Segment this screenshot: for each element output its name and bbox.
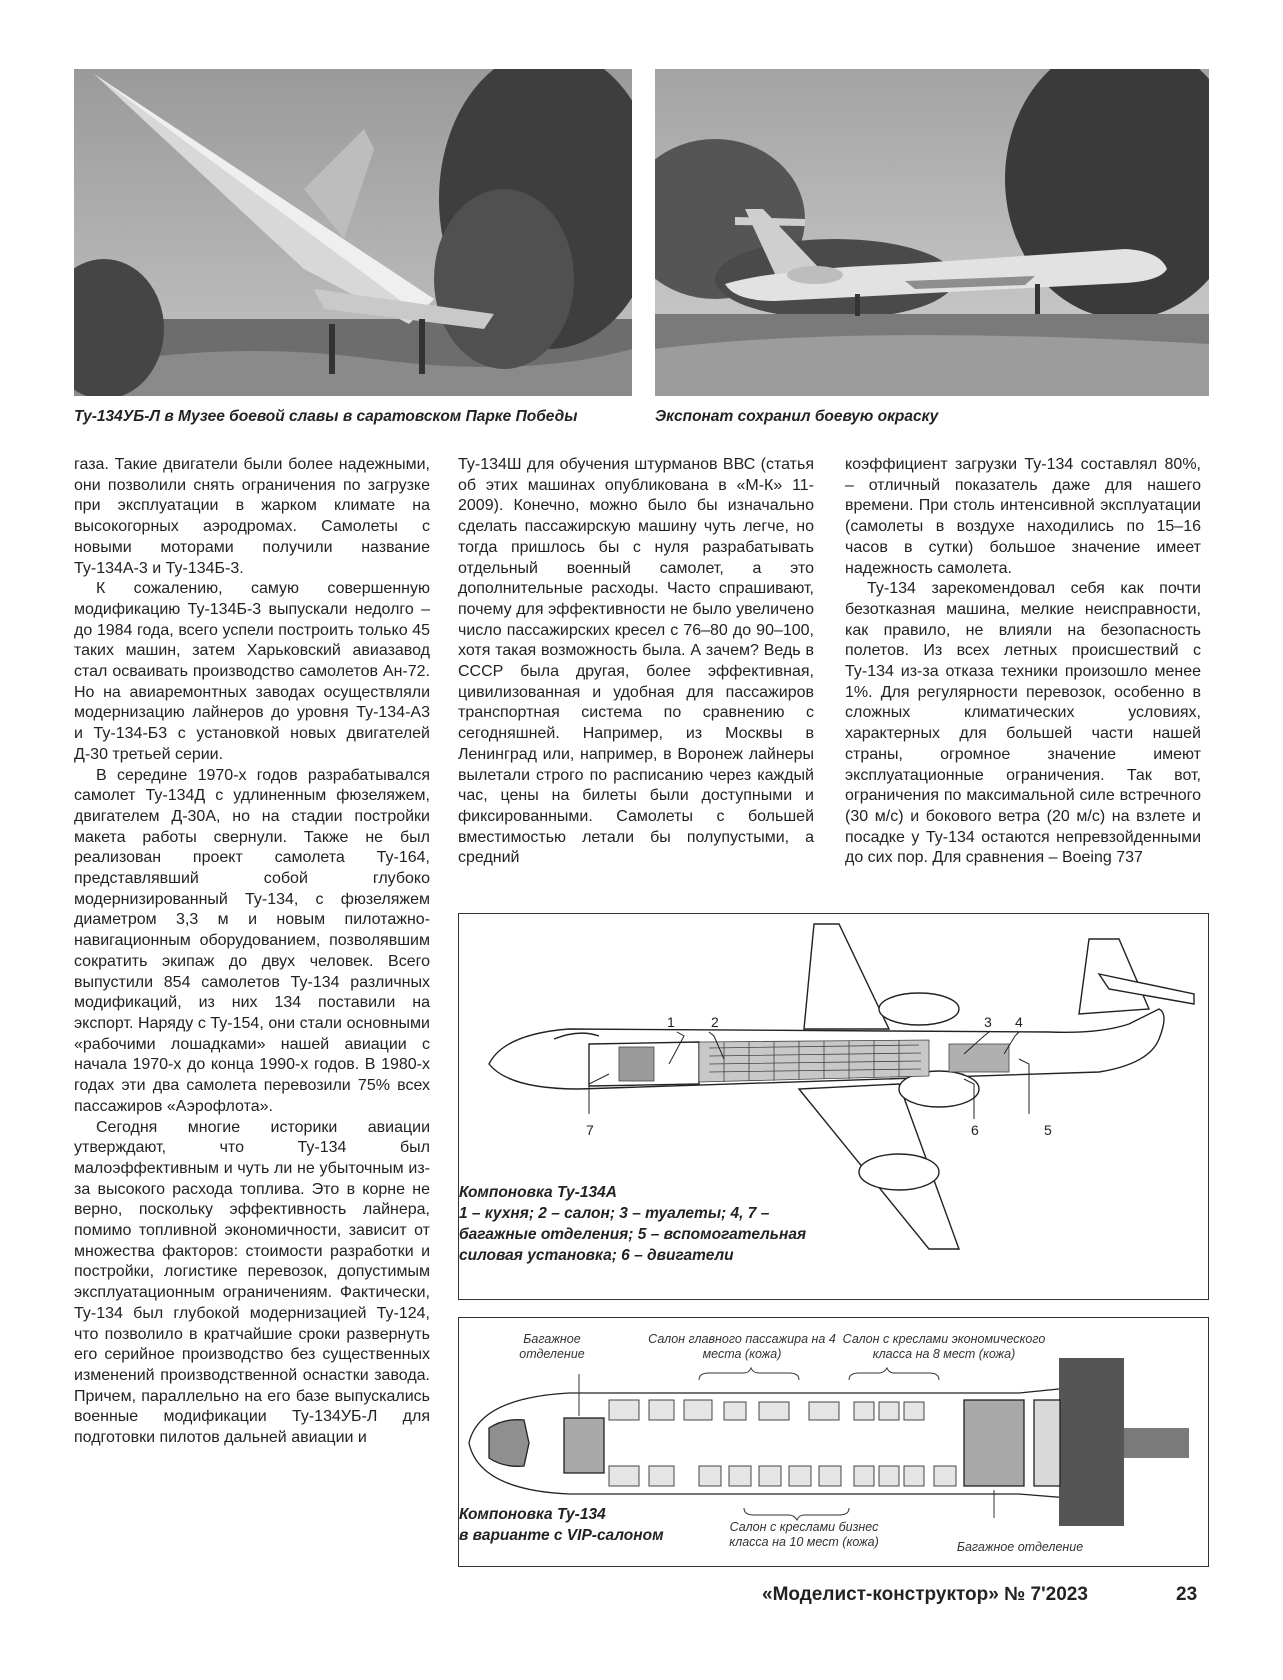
label-business-salon: Салон с креслами бизнес класса на 10 мест (кожа) [729,1520,879,1549]
paragraph: Ту-134 зарекомендовал себя как почти безотказная машина, мелкие неисправности, как правило, не влияли на безопасность полетов. Из всех летных происшествий с Ту-134 из-за отказа техники произошло менее 1%. Для регулярности перевозок, особенно в сложных климатических условиях, характерных для большей части нашей страны, огромное значение имеют эксплуатационные ограничения. Так вот, ограничения по максимальной силе встречного (30 м/с) и бокового ветра (20 м/с) на взлете и посадке у Ту-134 остаются непревзойденными до сих пор. Для сравнения – Boeing 737 [845,580,1201,867]
paragraph: Ту-134Ш для обучения штурманов ВВС (статья об этих машинах опубликована в «М-К» 11-2009). Конечно, можно было бы изначально сделать пассажирскую машину чуть легче, но тогда пришлось бы с нуля разрабатывать отдельный военный самолет, а это дополнительные расходы. Часто спрашивают, почему для эффективности не было увеличено число пассажирских кресел с 76–80 до 90–100, хотя такая возможность была. А зачем? Ведь в СССР была другая, более эффективная, цивилизованная и удобная для пассажиров транспортная система по сравнению с сегодняшней. Например, из Москвы в Ленинград или, например, в Воронеж лайнеры вылетали строго по расписанию через каждый час, цены на билеты были доступными и фиксированными. Самолеты с большей вместимостью летали бы полупустыми, а средний [458,456,814,867]
label-main-passenger-salon: Салон главного пассажира на 4 места (кожа) [648,1332,836,1361]
paragraph: Сегодня многие историки авиации утверждают, что Ту-134 был малоэффективным и чуть ли не убыточным из-за высокого расхода топлива. Это в корне не верно, поскольку эффективность лайнера, помимо топливной экономичности, зависит от множества факторов: стоимости разработки и постройки, логистике перевозок, допустимым эксплуатационным ограничениям. Фактически, Ту-134 был глубокой модернизацией Ту-124, что позволило в кратчайшие сроки развернуть его серийное производство без существенных изменений производственной оснастки завода. Причем, параллельно на его базе выпускались военные модификации Ту-134УБ-Л для подготовки пилотов дальней авиации и [74,1118,430,1447]
paragraph: коэффициент загрузки Ту-134 составлял 80%, – отличный показатель даже для нашего времени. При столь интенсивной эксплуатации (самолеты в воздухе находились по 15–16 часов в сутки) большое значение имеет надежность самолета. [845,456,1201,577]
callout-4: 4 [1015,1014,1023,1030]
photo-tu134-exhibit [655,69,1209,396]
page-number: 23 [1176,1584,1198,1605]
label-baggage-rear: Багажное отделение [956,1540,1084,1554]
text-column-2 [458,455,814,869]
figure-tu134-vip-layout [458,1317,1209,1567]
callout-6: 6 [971,1122,979,1138]
figure2-subtitle: в варианте с VIP-салоном [459,1527,664,1544]
magazine-footer: «Моделист-конструктор» № 7'2023 [762,1584,1088,1605]
callout-3: 3 [984,1014,992,1030]
figure1-legend: 1 – кухня; 2 – салон; 3 – туалеты; 4, 7 – багажные отделения; 5 – вспомогательная силовая установка; 6 – двигатели [459,1205,807,1264]
paragraph: газа. Такие двигатели были более надежными, они позволили снять ограничения по загрузке при эксплуатации в жарком климате на высокогорных аэродромах. Самолеты с новыми моторами получили название Ту-134А-3 и Ту-134Б-3. [74,456,430,577]
photo-caption-left: Ту-134УБ-Л в Музее боевой славы в саратовском Парке Победы [74,408,578,425]
callout-2: 2 [711,1014,719,1030]
callout-1: 1 [667,1014,675,1030]
figure1-caption [459,1182,819,1266]
label-baggage-front: Багажное отделение [519,1332,585,1361]
callout-7: 7 [586,1122,594,1138]
callout-5: 5 [1044,1122,1052,1138]
label-economy-salon: Салон с креслами экономического класса на 8 мест (кожа) [842,1332,1046,1361]
photo-caption-right: Экспонат сохранил боевую окраску [655,408,939,425]
text-column-1 [74,455,430,1449]
paragraph: К сожалению, самую совершенную модификацию Ту-134Б-3 выпускали недолго – до 1984 года, всего успели построить только 45 таких машин, затем Харьковский авиазавод стал осваивать производство самолетов Ан-72. Но на авиаремонтных заводах осуществляли модернизацию лайнеров до уровня Ту-134-А3 и Ту-134-Б3 с установкой новых двигателей Д-30 третьей серии. [74,580,430,763]
figure-tu134a-layout [458,913,1209,1300]
figure1-title: Компоновка Ту-134А [459,1184,617,1201]
photo-tu134ubl-museum [74,69,632,396]
paragraph: В середине 1970-х годов разрабатывался самолет Ту-134Д с удлиненным фюзеляжем, двигателем Д-30А, но на стадии постройки макета работы свернули. Также не был реализован проект самолета Ту-164, представлявший собой глубоко модернизированный Ту-134, с фюзеляжем диаметром 3,3 м и новым пилотажно-навигационным оборудованием, позволявшим сократить экипаж до двух человек. Всего выпустили 854 самолетов Ту-134 различных модификаций, из них 134 поставили на экспорт. Наряду с Ту-154, они стали основными «рабочими лошадками» нашей авиации с начала 1970-х до конца 1990-х годов. В 1980-х годах эти два самолета перевозили 75% всех пассажиров «Аэрофлота». [74,766,430,1115]
figure2-caption [459,1504,679,1546]
text-column-3 [845,455,1201,869]
figure2-title: Компоновка Ту-134 [459,1506,606,1523]
